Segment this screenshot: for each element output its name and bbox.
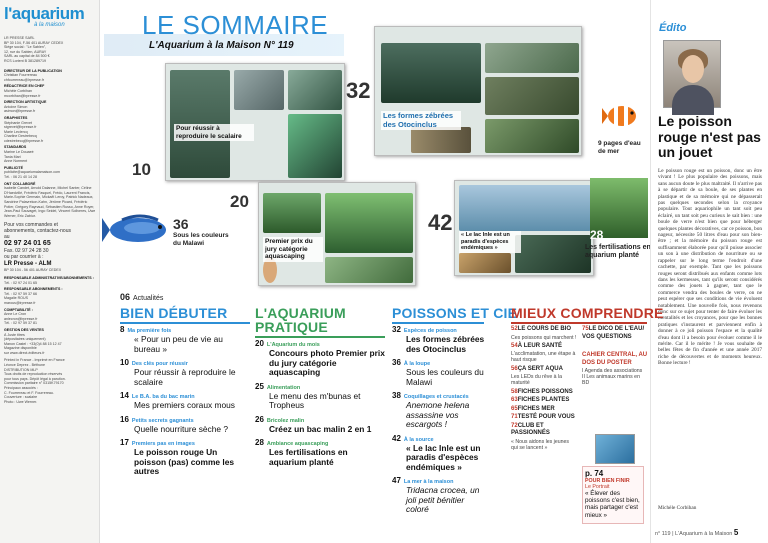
thumb-malawi-caption: Sous les couleurs du Malawi [173,232,229,247]
toc-item[interactable] [392,392,488,430]
edito-title: Le poisson rouge n'est pas un jouet [658,113,761,160]
publisher-line: BP 30 104, F-56 401 AURAY CEDEX [4,40,64,45]
masthead-line: Marine Le Douaeé [4,150,34,155]
masthead-line: sur www.direct-éditeurs.fr [4,350,45,355]
p74-number: p. 74 [585,469,604,478]
cahier-agenda[interactable]: I Agenda des associations [582,368,643,374]
section-pratique-list [255,340,385,472]
masthead-line: Antoine Simon [4,104,28,109]
mc-label: FICHES POISSONS [517,388,573,395]
mc-sub: Les LEDs du rêve à la maturité [511,374,563,387]
mc-page-number: 71 [511,414,518,421]
section-mieux-right-list [582,326,648,342]
masthead-line: Tél. : 02 97 59 37 66 [4,291,37,296]
toc-kicker: L'Aquarium du mois [266,342,320,348]
masthead-footer-line: Photo : Uwe Werner. [4,399,38,404]
mc-item[interactable] [511,423,577,438]
mc-item[interactable] [511,366,577,374]
mc-item[interactable] [511,343,577,351]
masthead-footer-line: DISTRIBUTION MLP [4,367,38,372]
thumb-lac-inle-caption: « Le lac Inle est un paradis d'espèces endémiques » [459,231,521,253]
masthead-line: Stéphanie Grevet [4,120,32,125]
edito-label: Édito [659,22,687,34]
publisher-line: Siège social : "Le Sablen", [4,45,47,50]
masthead-footer-line: C. Fourrereau et F. Fourrereau. [4,390,54,395]
masthead-line: Tania Mari [4,154,21,159]
toc-item[interactable] [255,383,385,411]
section-bien-debuter-list [120,326,250,482]
toc-kicker: À la loupe [403,361,431,367]
thumb-otocinclus[interactable] [374,26,582,156]
mc-page-number: 65 [511,405,518,412]
toc-kicker: Bricolez malin [266,417,305,424]
masthead-line: Charline Destrebecq [4,134,37,139]
masthead-footer-line: Printed in France - Imprimé en France [4,358,65,363]
toc-page-number: 38 [392,391,401,400]
masthead-heading: PUBLICITÉ [4,165,23,170]
thumb-number-28: 28 [590,228,604,242]
masthead-line: publicite@aquariumalamaison.com [4,170,60,175]
toc-item[interactable] [392,326,488,354]
toc-kicker: Ma première fois [127,328,172,334]
masthead-line: Isabelle Candet, Arnold Dalanne, Michel Santer, Céline [4,186,92,191]
masthead-line: Christian Fourrereau [4,73,37,78]
mc-label: ÇA SERT AQUA [517,365,563,372]
toc-title: Anemone helena assassine vos escargots ! [406,400,470,429]
masthead-line: chfourrereau@lrpresse.fr [4,77,44,82]
mc-sub: L'acclimatation, une étape à haut risque [511,351,576,364]
mc-page-number: 58 [511,388,518,395]
mc-page-number: 54 [511,342,518,349]
toc-page-number: 14 [120,391,129,400]
mc-label: FICHES PLANTES [517,397,570,404]
masthead-line: Marie Leclercq [4,129,28,134]
masthead-heading: RESPONSABLE ABONNEMENTS : [4,287,63,292]
mc-item[interactable] [511,389,577,397]
toc-title: Tridacna crocea, un joli petit bénitier coloré [406,485,480,514]
magazine-logo: l'aquarium [4,4,85,23]
masthead-footer [4,358,95,404]
mc-page-number: 72 [511,422,518,429]
toc-item[interactable] [120,326,250,354]
masthead-heading: GESTION DES VENTES [4,327,44,332]
mc-label: TESTÉ POUR VOUS [517,414,575,421]
masthead-footer-line: pour tous pays. Dépôt légal à parution. [4,376,66,381]
toc-kicker: À la source [403,436,434,443]
toc-title: Les formes zébrées des Otocinclus [406,334,485,354]
toc-title: Le menu des m'bunas et Tropheus [269,390,361,410]
section-mieux-left-list [511,326,577,453]
malawi-fish-image [102,208,172,254]
order-phone: 02 97 24 01 65 [4,240,51,248]
thumb-fertilisations-caption: Les fertilisations en aquarium planté [585,244,651,259]
masthead-line: anlecron@lrpresse.fr [4,316,38,321]
masthead-footer-line: Principaux associés : [4,386,38,391]
masthead-line: marous@lrpresse.fr [4,300,36,305]
pour-bien-finir-box[interactable] [582,466,644,524]
p74-title: « Élever des poissons c'est bien, mais partager c'est mieux » [585,490,640,519]
masthead-heading: STANDARDS [4,145,27,150]
masthead-line: Tél. : 02 97 24 01 65 [4,280,37,285]
toc-page-number: 32 [392,325,401,334]
issue-number: L'Aquarium à la Maison N° 119 [149,40,294,51]
section-rule [120,322,250,324]
toc-title: Sous les couleurs du Malawi [406,367,484,387]
masthead-line: Tél. : 06 21 40 14 28 [4,175,37,180]
page-title: LE SOMMAIRE [142,10,329,40]
section-poissons-list [392,326,488,520]
page-folio: n° 119 | L'Aquarium à la Maison 5 [655,528,739,537]
section-rule [255,336,385,338]
mc-item[interactable] [511,414,577,422]
order-address: BP 30 104 - 56 401 AURAY CEDEX [4,268,62,273]
toc-kicker: Premiers pas en images [131,441,195,447]
mc-page-number: 56 [511,365,518,372]
toc-page-number: 10 [120,358,129,367]
portrait-thumb [595,434,635,464]
publisher-lines [4,36,95,64]
section-mieux-title: MIEUX COMPRENDRE [511,305,664,321]
masthead-heading: DIRECTION ARTISTIQUE [4,100,47,105]
publisher-line: SARL au capital de 84 500 € [4,54,50,59]
toc-item[interactable] [255,439,385,467]
mc-page-number: 52 [511,326,518,332]
mc-sub: « Nous aidons les jeunes qui se lancent » [511,438,569,451]
magazine-logo-subtitle: à la maison [34,22,65,28]
toc-item[interactable] [255,340,385,378]
toc-kicker: Alimentation [266,384,301,391]
cahier-animaux[interactable]: II Les animaux marins en BD [582,374,640,387]
masthead-line: À Juste titres [4,332,25,337]
masthead-line: (dépositaires uniquement) [4,337,46,342]
mc-item[interactable] [511,326,577,334]
toc-title: Le poisson rouge Un poisson (pas) comme les autres [134,447,235,476]
masthead-heading: DIRECTEUR DE LA PUBLICATION [4,68,62,73]
publisher-line: 12, rue du Sablen, AURAY [4,49,47,54]
p74-heading: POUR BIEN FINIR [585,478,630,484]
masthead-line: Manon Castel : +33(0)4 88 15 12 47 [4,341,62,346]
toc-kicker: Le B.A. ba du bac marin [131,394,195,400]
toc-page-number: 8 [120,325,125,334]
toc-title: « Pour un peu de vie au bureau » [134,334,223,354]
p74-kicker: Le Portrait [585,484,610,490]
mc-label: À LEUR SANTÉ [517,342,563,349]
masthead-line: D'Haedvillé, Frédéric Fasquel, Frédo, Laurent Francis, [4,190,91,195]
toc-title: Concours photo Premier prix du jury catégorie aquascaping [269,348,385,377]
masthead-line: stgrevet@lrpresse.fr [4,125,37,130]
order-fax: Fax. 02 97 24 28 30 [4,248,49,255]
masthead [0,0,100,543]
toc-page-number: 20 [255,339,264,348]
thumb-number-42: 42 [428,210,453,235]
section-rule [392,322,484,324]
thumb-lac-inle[interactable] [454,180,594,276]
toc-title: Mes premiers coraux mous [134,400,235,410]
toc-kicker: Des clés pour réussir [131,361,188,367]
thumb-aquascaping[interactable] [258,182,416,286]
actualites-entry[interactable]: 06 Actualités [120,292,164,302]
thumb-number-32: 32 [346,78,371,103]
masthead-heading: RESPONSABLE ADMINISTRATIVE/ABONNEMENTS : [4,275,94,280]
toc-item[interactable] [120,359,250,387]
mc-page-number: 63 [511,397,518,404]
thumb-scalaire-caption: Pour réussir à reproduire le scalaire [174,124,254,141]
masthead-heading: GRAPHISTES [4,115,28,120]
toc-page-number: 17 [120,438,129,447]
toc-kicker: Espèces de poisson [403,328,457,334]
toc-kicker: Coquillages et crustacés [403,394,469,400]
masthead-heading: COMPTABILITÉ : [4,307,33,312]
toc-item[interactable] [392,435,488,473]
section-pratique-title: L'AQUARIUM PRATIQUE [255,305,346,335]
masthead-line: Sandrine Palavrekon-Kahn, Jérôme Picard, Frédéric [4,200,88,204]
masthead-line: Michèle Corbihan [4,88,32,93]
section-poissons-title: POISSONS ET CIE [392,305,518,321]
mc-item[interactable] [582,326,648,341]
masthead-heading: RÉDACTRICE EN CHEF [4,84,45,89]
toc-title: « Le lac Inle est un paradis d'espèces endémiques » [406,442,481,472]
masthead-line: asimon@lrpresse.fr [4,109,36,114]
editor-portrait [663,40,721,108]
toc-kicker: La mer à la maison [403,479,454,485]
masthead-footer-line: Léonce Deprez - Béthune [4,363,45,368]
mc-label: LE COURS DE BIO [517,326,572,332]
toc-page-number: 16 [120,414,129,424]
section-bien-debuter-title: BIEN DÉBUTER [120,305,228,321]
toc-title: Créez un bac malin 2 en 1 [269,423,372,434]
order-contact: Pour vos commandes et abonnements, contactez-nous au [4,222,71,241]
toc-title: Pour réussir à reproduire le scalaire [134,367,236,387]
toc-page-number: 42 [392,433,401,443]
mc-label: LE DICO DE L'EAU/ VOS QUESTIONS [582,326,645,340]
masthead-footer-line: Commission paritaire n° 0315K79170 [4,381,64,386]
toc-page-number: 47 [392,476,401,485]
toc-page-number: 25 [255,381,264,391]
publisher-line: LR PRESSE SARL [4,36,35,40]
toc-item[interactable] [255,416,385,435]
order-lr: LR Presse - ALM [4,261,52,268]
admin-contacts [4,276,95,356]
masthead-line: Jean-Paul Sauvaget, Ingo Seidel, Vincent Sollveres, Uwe [4,209,95,214]
masthead-line: Potier, Grégory Raynaud, Sébastien Russo, Anne Royer, [4,204,95,209]
order-post: ou par courrier à : [4,254,44,261]
masthead-line: Anne Norment [4,159,28,164]
mc-item[interactable] [511,406,577,414]
thumb-number-20: 20 [230,192,249,211]
toc-item[interactable] [120,439,250,477]
masthead-line: Tél. : 02 97 59 37 81 [4,321,37,326]
thumb-otocinclus-caption: Les formes zébrées des Otocinclus [381,111,461,130]
toc-item[interactable] [120,392,250,411]
mc-label: FICHES MER [517,405,555,412]
thumb-scalaire[interactable] [165,63,345,181]
toc-item[interactable] [392,477,488,515]
thumb-number-10: 10 [132,160,151,179]
toc-page-number: 26 [255,414,264,424]
mc-page-number: 75 [582,326,589,332]
thumb-aquascaping-caption: Premier prix du jury catégorie aquascaping [263,237,323,262]
masthead-line: mcorbihan@lrpresse.fr [4,93,41,98]
cahier-central [582,352,648,387]
edito-body: Le poisson rouge est un poisson, donc un être vivant ! Le plus populaire des poissons, mais sans aucun doute le plus maltraité. Il n'arrive pas à se départir de sa boule, de ses plantes en plastique et de sa mémoire qui ne dépasserait pas quelques secondes selon la croyance populaire. Tout aquariophile un tant soit peu éclairé, un tant soit peu curieux le sait bien : une boule de verre n'est bien que pour héberger quelques plantes décoratives, car ce poisson, bon nageur, nécessite 50 litres d'eau pour son bien-être ; et la mémoire du poisson rouge est suffisamment élaborée pour qu'il puisse associer un son à une distribution de nourriture ou se rappeler sur le long terme l'endroit d'une cachette, par exemple. Tant que les poissons rouges seront distribués aux enfants comme lots dans les kermesses, tant qu'ils seront considérés comme des jouets à gagner, tant que le commerce vendra des boules de verre, on ne peut espérer que ses conditions de vie évoluent notablement. Une nouvelle fois, nous revenons donc sur ce sujet pour tenter de faire évoluer les mentalités et les croyances, pour que les bonnes pratiques s'instaurent et parviennent enfin à donner à ce joli poisson l'espace et la qualité d'eau dont il a besoin pour évoluer comme il le mérite. Car il le mérite ! Je vous souhaite de belles fêtes de fin d'année et une année 2017 riche de découvertes et de moments heureux. Bonne lecture ! [658,168,762,367]
edito-signature: Michèle Corbihan [658,505,697,511]
toc-kicker: Petits secrets gagnants [131,417,194,424]
mc-sub: Ces poissons qui marchent ! [511,334,577,341]
cahier-title: CAHIER CENTRAL, AU DOS DU POSTER [582,352,648,366]
publisher-line: RCS Lorient B 381289719 [4,58,46,63]
clownfish-image [602,98,642,132]
section-rule [511,322,647,324]
toc-item[interactable] [120,416,250,435]
masthead-line: Anne Le Cron [4,312,27,317]
mc-item[interactable] [511,397,577,405]
thumb-number-36: 36 [173,216,189,232]
toc-page-number: 36 [392,358,401,367]
toc-page-number: 28 [255,438,264,447]
toc-kicker: Ambiance aquascaping [266,441,329,447]
sea-pages-caption: 9 pages d'eau de mer [598,140,641,155]
masthead-footer-line: Tous droits de reproduction réservés [4,372,63,377]
toc-title: Quelle nourriture sèche ? [134,423,229,434]
masthead-line: Marie-Sophie Germain, Mickaël Leroy, Patrick Nadeaux, [4,195,94,200]
staff-list [4,69,95,219]
masthead-line: cdestrebecq@lrpresse.fr [4,138,44,143]
masthead-heading: ONT COLLABORÉ [4,181,36,186]
mc-label: CLUB ET PASSIONNÉS [511,422,550,437]
masthead-line: Magalie ROUS [4,296,28,301]
masthead-line: Werner, Eric Zabiur. [4,213,36,218]
toc-item[interactable] [392,359,488,387]
masthead-footer-line: Couverture : scalaire [4,395,38,400]
toc-title: Les fertilisations en aquarium planté [269,447,348,467]
masthead-line: Magazine disponible [4,346,37,351]
